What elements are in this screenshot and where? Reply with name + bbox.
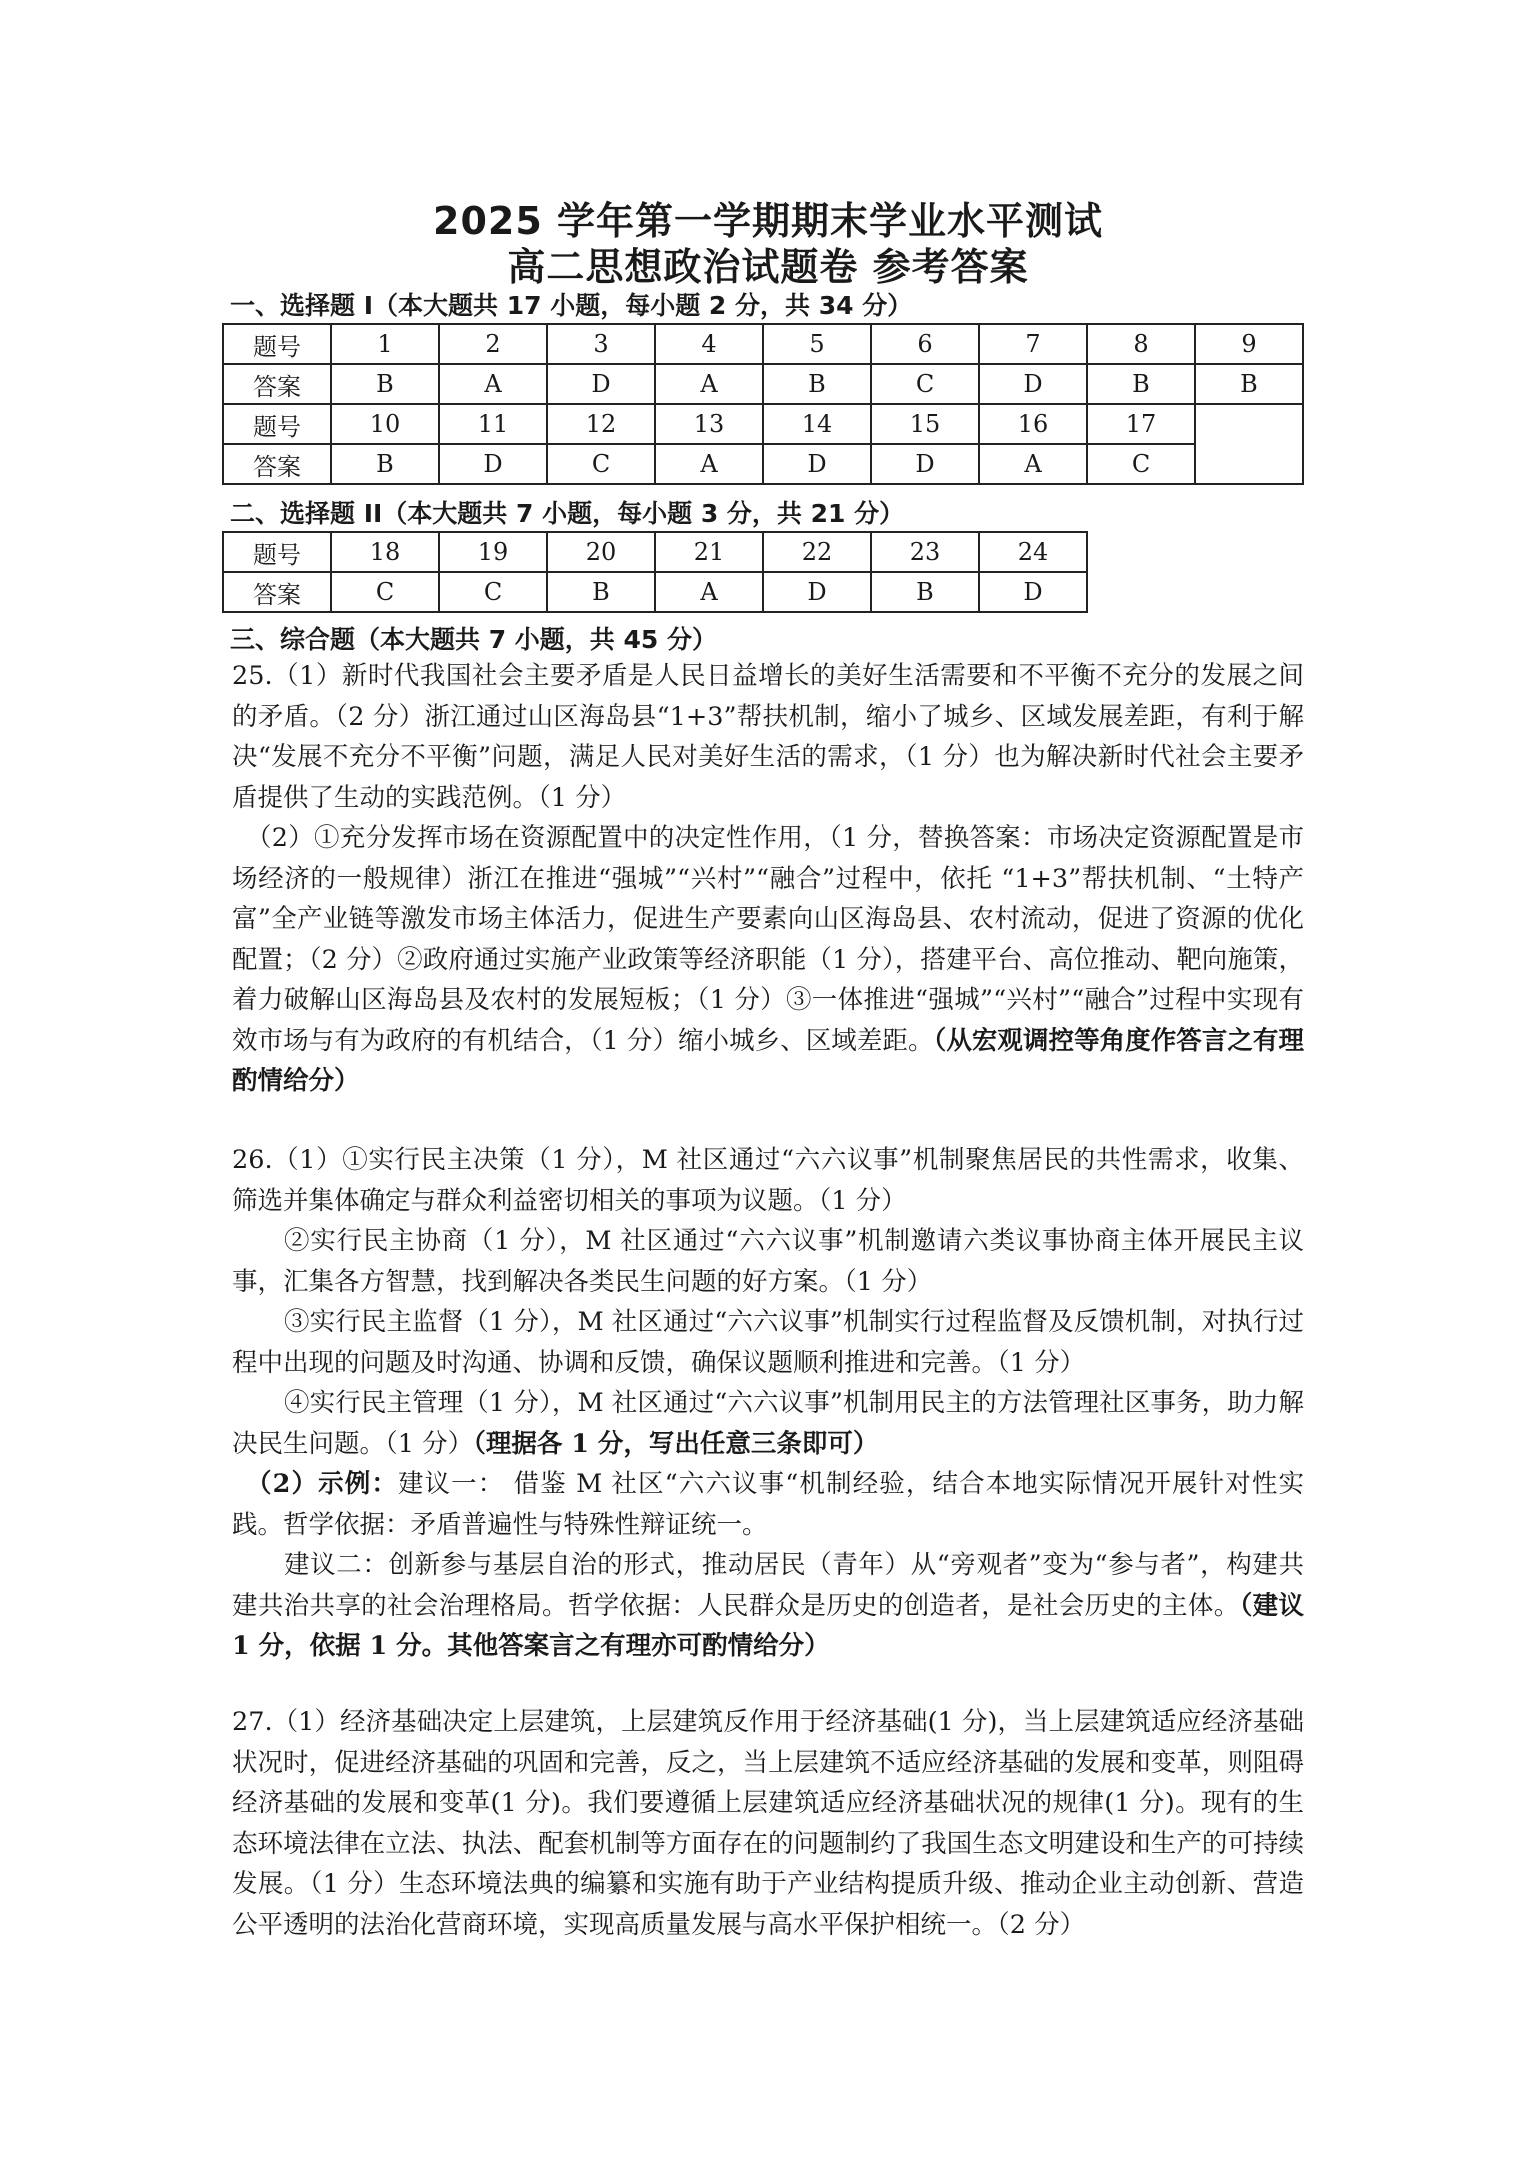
table-row: [223, 364, 1303, 404]
table-cell: C: [439, 572, 547, 612]
section2-heading: 二、选择题 II（本大题共 7 小题，每小题 3 分，共 21 分）: [230, 499, 905, 528]
table-cell: 4: [655, 324, 763, 364]
q26-part2-label: （2）示例：: [246, 1469, 398, 1499]
table-cell: 3: [547, 324, 655, 364]
table-cell: 20: [547, 532, 655, 572]
q26-part2-suggestion1: [232, 1464, 1304, 1545]
table-row: [223, 444, 1303, 484]
table-cell: 13: [655, 404, 763, 444]
table-cell: 答案: [223, 572, 331, 612]
table-row: [223, 532, 1087, 572]
table-cell: 5: [763, 324, 871, 364]
table-cell: D: [979, 364, 1087, 404]
table-cell: 6: [871, 324, 979, 364]
table-cell: C: [1087, 444, 1195, 484]
table-cell: 21: [655, 532, 763, 572]
q25-scoring-note: （从宏观调控等角度作答言之有理酌情给分）: [232, 1025, 1304, 1096]
q26-point2: ②实行民主协商（1 分），M 社区通过“六六议事”机制邀请六类议事协商主体开展民主议事，汇集各方智慧，找到解决各类民生问题的好方案。（1 分）: [232, 1226, 1304, 1297]
table-cell: 题号: [223, 324, 331, 364]
section1-answer-table: [222, 323, 1304, 485]
table-cell: C: [871, 364, 979, 404]
table-cell: 12: [547, 404, 655, 444]
table-cell: D: [763, 572, 871, 612]
table-cell: 14: [763, 404, 871, 444]
table-cell: 7: [979, 324, 1087, 364]
table-cell: 19: [439, 532, 547, 572]
table-cell: 23: [871, 532, 979, 572]
table-cell-empty: [1195, 404, 1303, 484]
table-cell: D: [439, 444, 547, 484]
question-26: [232, 1140, 1304, 1667]
table-cell: A: [655, 572, 763, 612]
q26-part2-scoring-note: （建议 1 分，依据 1 分。其他答案言之有理亦可酌情给分）: [232, 1590, 1304, 1661]
table-cell: C: [547, 444, 655, 484]
table-cell: D: [763, 444, 871, 484]
table-cell: B: [871, 572, 979, 612]
table-cell: B: [331, 364, 439, 404]
table-cell: B: [331, 444, 439, 484]
table-cell: 22: [763, 532, 871, 572]
table-cell: D: [547, 364, 655, 404]
table-row: [223, 572, 1087, 612]
q26-part2-suggestion2: [232, 1545, 1304, 1667]
table-cell: A: [979, 444, 1087, 484]
table-cell: 题号: [223, 532, 331, 572]
question-27: [232, 1702, 1304, 1945]
table-cell: 题号: [223, 404, 331, 444]
question-25: [232, 656, 1304, 1102]
table-cell: 9: [1195, 324, 1303, 364]
table-cell: A: [655, 444, 763, 484]
q25-part2: [232, 818, 1304, 1102]
table-cell: D: [871, 444, 979, 484]
table-row: [223, 324, 1303, 364]
table-cell: B: [763, 364, 871, 404]
table-cell: 24: [979, 532, 1087, 572]
q25-part1: 25.（1）新时代我国社会主要矛盾是人民日益增长的美好生活需要和不平衡不充分的发展之间的矛盾。（2 分）浙江通过山区海岛县“1+3”帮扶机制，缩小了城乡、区域发展差距，有利于解决“发展不充分不平衡”问题，满足人民对美好生活的需求，（1 分）也为解决新时代社会主要矛盾提供了生动的实践范例。（1 分）: [232, 661, 1304, 813]
table-cell: 2: [439, 324, 547, 364]
q26-suggestion2-text: 建议二：创新参与基层自治的形式，推动居民（青年）从“旁观者”变为“参与者”，构建共建共治共享的社会治理格局。哲学依据：人民群众是历史的创造者，是社会历史的主体。: [232, 1550, 1304, 1621]
q25-part2-text: （2）①充分发挥市场在资源配置中的决定性作用，（1 分，替换答案：市场决定资源配置是市场经济的一般规律）浙江在推进“强城”“兴村”“融合”过程中，依托 “1+3”帮扶机制、“土特产富”全产业链等激发市场主体活力，促进生产要素向山区海岛县、农村流动，促进了资源的优化配置；（2 分）②政府通过实施产业政策等经济职能（1 分），搭建平台、高位推动、靶向施策，着力破解山区海岛县及农村的发展短板；（1 分）③一体推进“强城”“兴村”“融合”过程中实现有效市场与有为政府的有机结合，（1 分）缩小城乡、区域差距。: [232, 823, 1304, 1056]
table-cell: 1: [331, 324, 439, 364]
table-cell: 16: [979, 404, 1087, 444]
table-cell: 答案: [223, 444, 331, 484]
table-cell: 10: [331, 404, 439, 444]
q26-suggestion1-text: 建议一： 借鉴 M 社区“六六议事“机制经验，结合本地实际情况开展针对性实践。哲学依据：矛盾普遍性与特殊性辩证统一。: [232, 1469, 1304, 1540]
section2-answer-table: [222, 531, 1088, 613]
q26-part1: 26.（1）①实行民主决策（1 分），M 社区通过“六六议事”机制聚焦居民的共性需求，收集、筛选并集体确定与群众利益密切相关的事项为议题。（1 分）: [232, 1145, 1304, 1216]
table-cell: B: [1195, 364, 1303, 404]
page-subtitle: 高二思想政治试题卷 参考答案: [507, 245, 1029, 289]
q26-scoring-note: （理据各 1 分，写出任意三条即可）: [473, 1428, 879, 1459]
table-cell: 15: [871, 404, 979, 444]
q26-point4-text: ④实行民主管理（1 分），M 社区通过“六六议事”机制用民主的方法管理社区事务，助力解决民生问题。（1 分）: [232, 1388, 1304, 1459]
table-cell: B: [547, 572, 655, 612]
q26-point4: [232, 1383, 1304, 1464]
table-cell: 18: [331, 532, 439, 572]
section3-heading: 三、综合题（本大题共 7 小题，共 45 分）: [230, 625, 718, 654]
table-cell: A: [439, 364, 547, 404]
table-cell: 8: [1087, 324, 1195, 364]
table-cell: 17: [1087, 404, 1195, 444]
table-cell: 答案: [223, 364, 331, 404]
table-cell: B: [1087, 364, 1195, 404]
page-title: 2025 学年第一学期期末学业水平测试: [433, 199, 1103, 243]
q26-point3: ③实行民主监督（1 分），M 社区通过“六六议事”机制实行过程监督及反馈机制，对执行过程中出现的问题及时沟通、协调和反馈，确保议题顺利推进和完善。（1 分）: [232, 1307, 1304, 1378]
section1-heading: 一、选择题 I（本大题共 17 小题，每小题 2 分，共 34 分）: [230, 291, 913, 320]
table-cell: A: [655, 364, 763, 404]
table-cell: D: [979, 572, 1087, 612]
q27-part1: 27.（1）经济基础决定上层建筑，上层建筑反作用于经济基础(1 分)，当上层建筑适应经济基础状况时，促进经济基础的巩固和完善，反之，当上层建筑不适应经济基础的发展和变革，则阻碍经济基础的发展和变革(1 分)。我们要遵循上层建筑适应经济基础状况的规律(1 分)。现有的生态环境法律在立法、执法、配套机制等方面存在的问题制约了我国生态文明建设和生产的可持续发展。（1 分）生态环境法典的编纂和实施有助于产业结构提质升级、推动企业主动创新、营造公平透明的法治化营商环境，实现高质量发展与高水平保护相统一。（2 分）: [232, 1707, 1304, 1940]
table-row: [223, 404, 1303, 444]
table-cell: C: [331, 572, 439, 612]
table-cell: 11: [439, 404, 547, 444]
